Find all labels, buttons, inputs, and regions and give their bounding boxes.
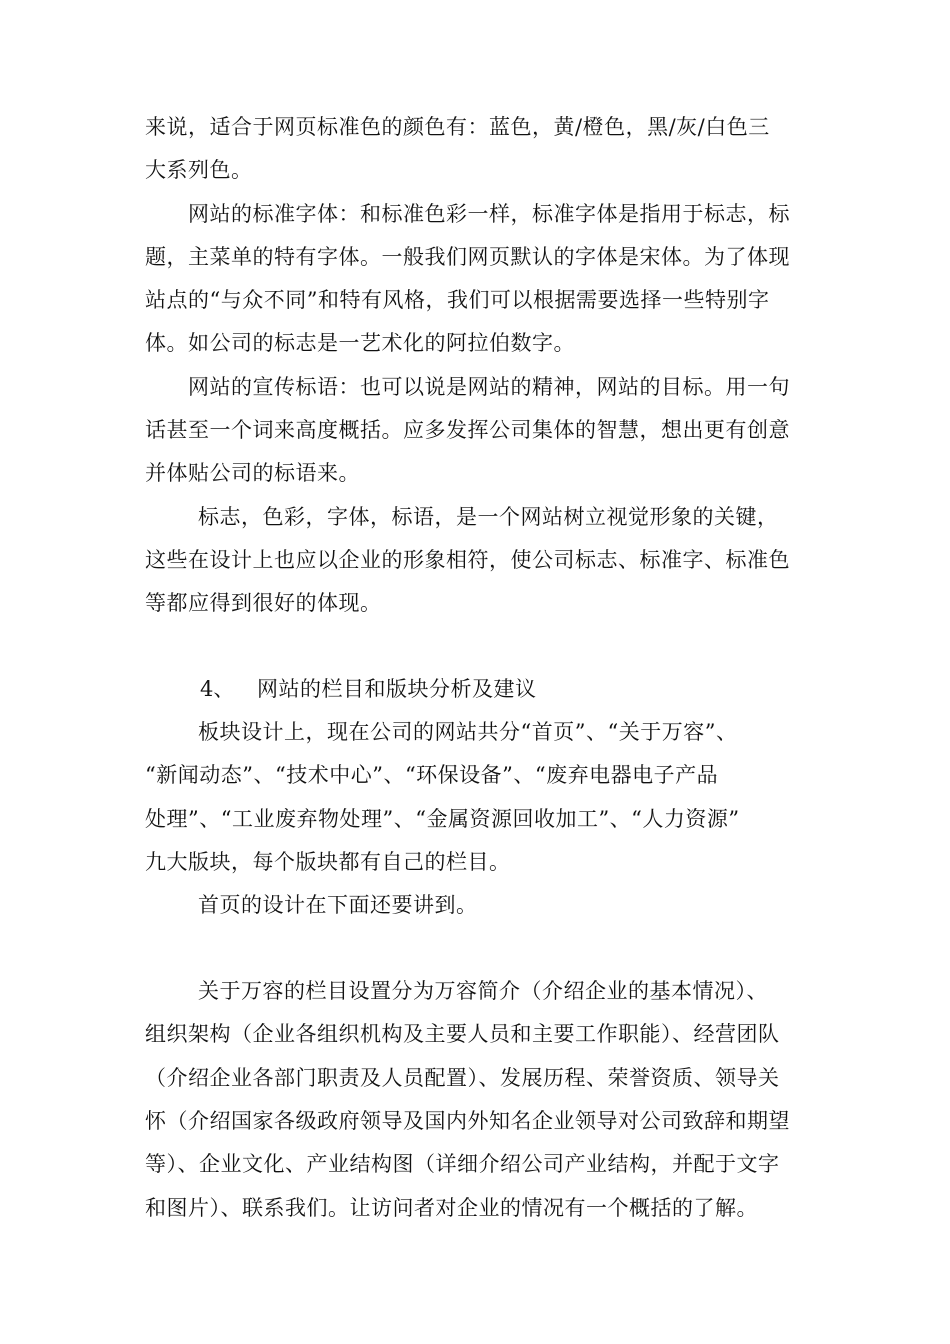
paragraph-line: 题，主菜单的特有字体。一般我们网页默认的字体是宋体。为了体现 xyxy=(145,245,790,269)
paragraph-line: 体。如公司的标志是一艺术化的阿拉伯数字。 xyxy=(145,331,575,355)
paragraph-line: 九大版块，每个版块都有自己的栏目。 xyxy=(145,850,511,874)
paragraph-line: 来说，适合于网页标准色的颜色有：蓝色，黄/橙色，黑/灰/白色三 xyxy=(145,115,770,139)
paragraph-line: 组织架构（企业各组织机构及主要人员和主要工作职能）、经营团队 xyxy=(145,1022,780,1046)
paragraph-line: “新闻动态”、“技术中心”、“环保设备”、“废弃电器电子产品 xyxy=(145,763,719,787)
paragraph-line: 板块设计上，现在公司的网站共分“首页”、“关于万容”、 xyxy=(198,720,738,744)
paragraph-line: 话甚至一个词来高度概括。应多发挥公司集体的智慧，想出更有创意 xyxy=(145,418,790,442)
paragraph-line: 网站的标准字体：和标准色彩一样，标准字体是指用于标志，标 xyxy=(188,202,790,226)
paragraph-line: 大系列色。 xyxy=(145,158,253,182)
paragraph-line: 并体贴公司的标语来。 xyxy=(145,461,360,485)
paragraph-line: 和图片）、联系我们。让访问者对企业的情况有一个概括的了解。 xyxy=(145,1196,758,1220)
section-number: 4、 xyxy=(200,677,235,701)
paragraph-line: 网站的宣传标语：也可以说是网站的精神，网站的目标。用一句 xyxy=(188,375,790,399)
paragraph-line: （介绍企业各部门职责及人员配置）、发展历程、荣誉资质、领导关 xyxy=(145,1066,780,1090)
paragraph-line: 等都应得到很好的体现。 xyxy=(145,591,382,615)
paragraph-line: 首页的设计在下面还要讲到。 xyxy=(198,893,478,917)
paragraph-line: 处理”、“工业废弃物处理”、“金属资源回收加工”、“人力资源” xyxy=(145,807,740,831)
paragraph-line: 等）、企业文化、产业结构图（详细介绍公司产业结构，并配于文字 xyxy=(145,1152,780,1176)
section-title: 网站的栏目和版块分析及建议 xyxy=(257,677,537,701)
paragraph-line: 怀（介绍国家各级政府领导及国内外知名企业领导对公司致辞和期望 xyxy=(145,1109,790,1133)
paragraph-line: 关于万容的栏目设置分为万容简介（介绍企业的基本情况）、 xyxy=(198,979,768,1003)
paragraph-line: 站点的“与众不同”和特有风格，我们可以根据需要选择一些特别字 xyxy=(145,288,770,312)
paragraph-line: 标志，色彩，字体，标语，是一个网站树立视觉形象的关键， xyxy=(198,505,779,529)
paragraph-line: 这些在设计上也应以企业的形象相符，使公司标志、标准字、标准色 xyxy=(145,548,790,572)
